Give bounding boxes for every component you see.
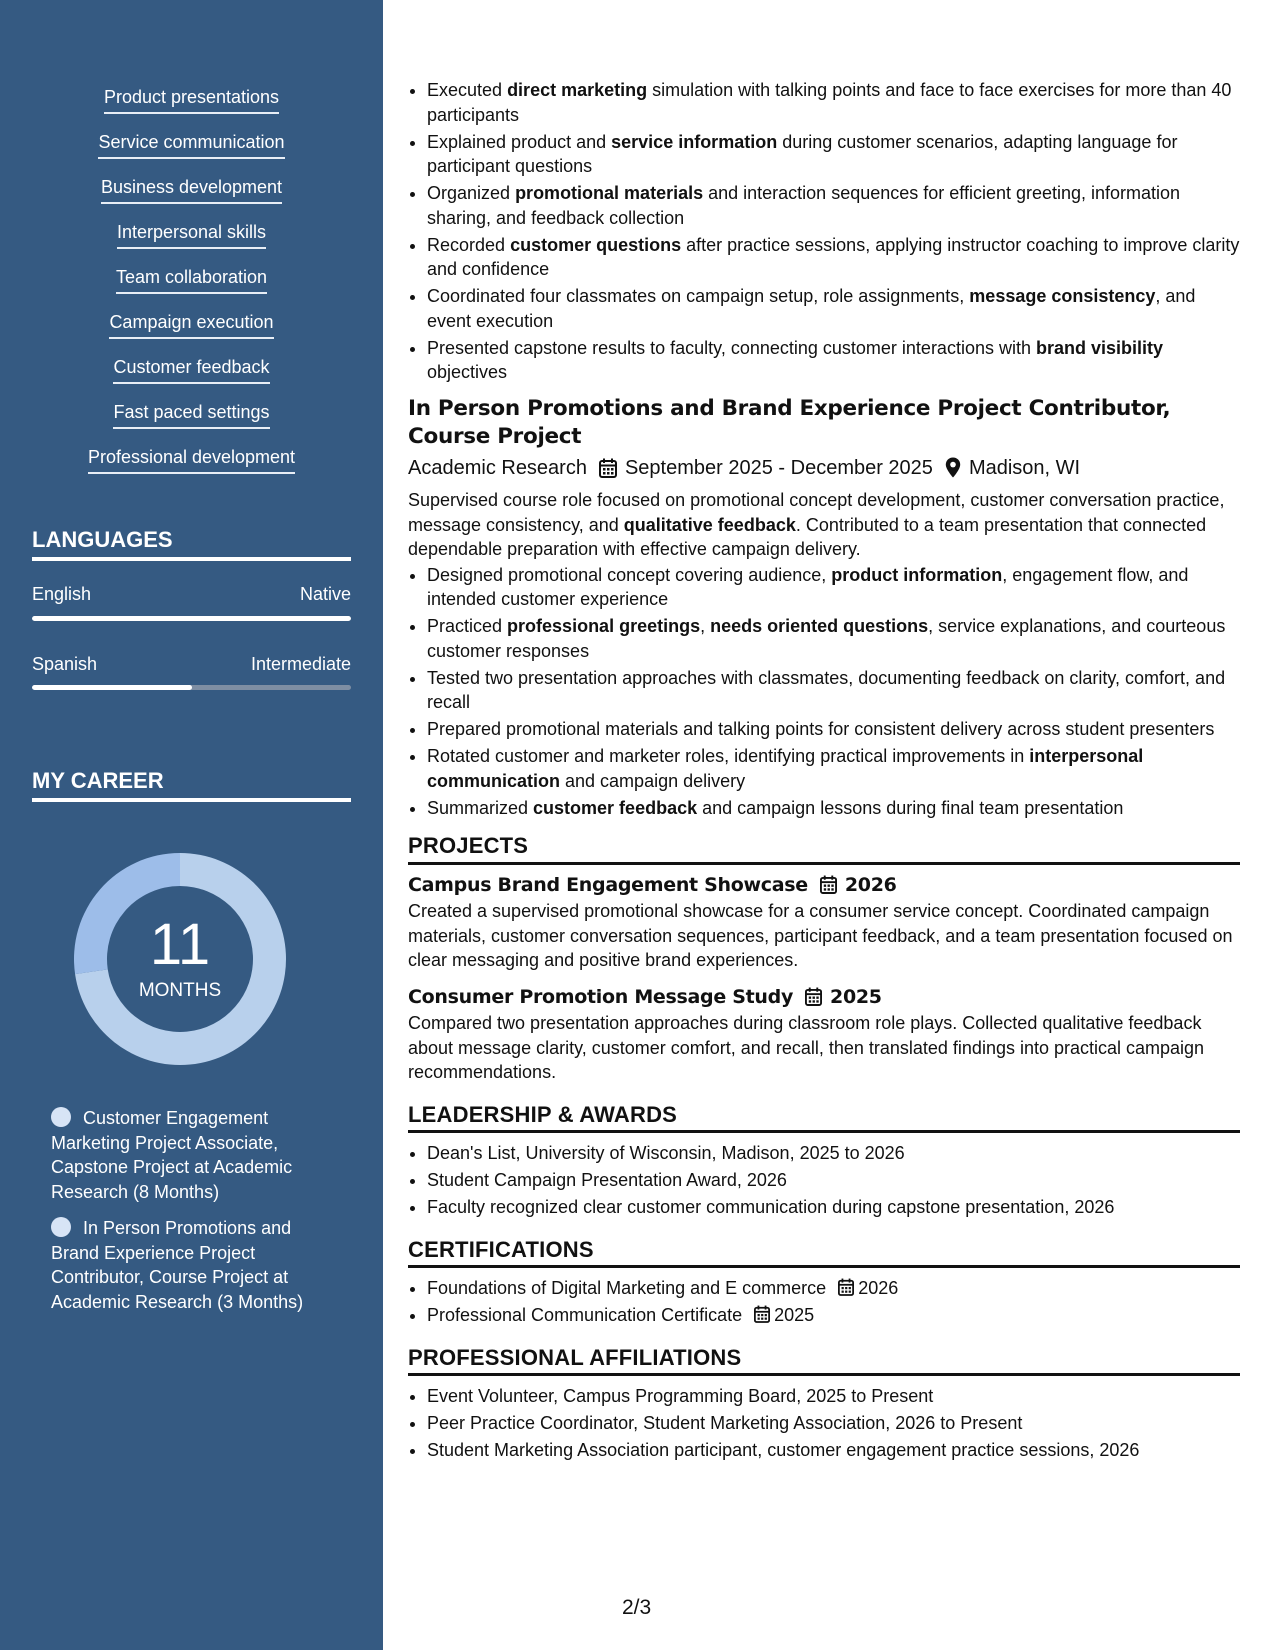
language-row-english: [32, 584, 351, 605]
calendar-icon: [838, 1278, 854, 1296]
project-year: 2026: [844, 873, 897, 896]
language-name: Spanish: [32, 654, 98, 674]
legend-dot-icon: [51, 1217, 71, 1237]
skill-item: Professional development: [0, 446, 383, 491]
list-item: • Student Marketing Association participant, customer engagement practice sessions, 2026: [427, 1438, 1240, 1463]
list-item: • Summarized customer feedback and campaign lessons during final team presentation: [427, 796, 1240, 821]
calendar-icon: [820, 875, 837, 894]
project-description: Compared two presentation approaches during classroom role plays. Collected qualitative feedback about message clarity, customer comfort, and recall, then translated findings into practical campaign recommendations.: [408, 1013, 1205, 1082]
career-unit: MONTHS: [138, 980, 222, 1001]
project-description: Created a supervised promotional showcase for a consumer service concept. Coordinated campaign materials, customer conversation sequences, participant feedback, and a team presentation focused on clear messaging and positive brand experiences.: [408, 901, 1233, 970]
calendar-icon: [805, 987, 822, 1006]
cert-name: Foundations of Digital Marketing and E commerce: [427, 1278, 827, 1298]
awards-heading: LEADERSHIP & AWARDS: [408, 1103, 1240, 1134]
career-legend: [51, 1106, 336, 1326]
list-item: • Practiced professional greetings, needs oriented questions, service explanations, and courteous customer responses: [427, 614, 1240, 663]
previous-job-bullets: [408, 78, 1240, 385]
donut-center: [67, 846, 293, 1072]
skill-item: Business development: [0, 176, 383, 221]
calendar-icon: [599, 458, 617, 478]
cert-name: Professional Communication Certificate: [427, 1305, 743, 1325]
skill-item: Fast paced settings: [0, 401, 383, 446]
project-year: 2025: [830, 985, 882, 1008]
list-item: • Rotated customer and marketer roles, identifying practical improvements in interpersonal communication and campaign delivery: [427, 744, 1240, 793]
skill-item: Service communication: [0, 131, 383, 176]
career-legend-item: In Person Promotions and Brand Experience Project Contributor, Course Project at Academic Research (3 Months): [51, 1218, 304, 1312]
list-item: • Designed promotional concept covering audience, product information, engagement flow, and intended customer experience: [427, 563, 1240, 612]
job-company: Academic Research: [408, 456, 587, 479]
project-item: [408, 873, 1240, 973]
list-item: • Peer Practice Coordinator, Student Marketing Association, 2026 to Present: [427, 1411, 1240, 1436]
job-meta: [408, 456, 1240, 481]
certifications-list: [408, 1276, 1240, 1328]
language-bar-english: [32, 616, 351, 621]
career-donut-chart: [67, 846, 293, 1072]
language-bar-fill: [32, 616, 351, 621]
list-item: [427, 1303, 1240, 1328]
location-pin-icon: [945, 457, 961, 478]
job-bullets: [408, 563, 1240, 821]
list-item: • Organized promotional materials and interaction sequences for efficient greeting, information sharing, and feedback collection: [427, 181, 1240, 230]
page-number: 2/3: [622, 1596, 652, 1619]
project-title: Consumer Promotion Message Study: [408, 985, 794, 1008]
list-item: [427, 1276, 1240, 1301]
skill-item: Campaign execution: [0, 311, 383, 356]
skill-item: Product presentations: [0, 86, 383, 131]
project-title: Campus Brand Engagement Showcase: [408, 873, 808, 896]
language-name: English: [32, 584, 92, 604]
awards-list: [408, 1141, 1240, 1220]
language-level: Intermediate: [250, 654, 351, 674]
sidebar: [0, 0, 383, 1650]
list-item: • Tested two presentation approaches with classmates, documenting feedback on clarity, comfort, and recall: [427, 666, 1240, 715]
list-item: • Presented capstone results to faculty, connecting customer interactions with brand visibility objectives: [427, 336, 1240, 385]
list-item: • Prepared promotional materials and talking points for consistent delivery across student presenters: [427, 717, 1240, 742]
list-item: • Faculty recognized clear customer communication during capstone presentation, 2026: [427, 1195, 1240, 1220]
language-level: Native: [299, 584, 351, 604]
career-heading: MY CAREER: [32, 768, 351, 802]
skill-item: Interpersonal skills: [0, 221, 383, 266]
skill-item: Customer feedback: [0, 356, 383, 401]
job-description: Supervised course role focused on promotional concept development, customer conversation practice, message consistency, and qualitative feedback. Contributed to a team presentation that connected dependable preparation with effective campaign delivery.: [408, 490, 1225, 559]
language-row-spanish: [32, 654, 351, 675]
skills-list: [0, 86, 383, 491]
list-item: • Dean's List, University of Wisconsin, Madison, 2025 to 2026: [427, 1141, 1240, 1166]
cert-year: 2025: [774, 1305, 815, 1325]
list-item: • Executed direct marketing simulation with talking points and face to face exercises for more than 40 participants: [427, 78, 1240, 127]
affiliations-heading: PROFESSIONAL AFFILIATIONS: [408, 1346, 1240, 1377]
languages-heading: LANGUAGES: [32, 527, 351, 561]
skill-item: Team collaboration: [0, 266, 383, 311]
job-dates: September 2025 - December 2025: [624, 456, 933, 479]
main-content: [408, 78, 1240, 1465]
project-title-row: [408, 873, 1240, 898]
project-item: [408, 985, 1240, 1085]
language-bar-spanish: [32, 685, 351, 690]
legend-dot-icon: [51, 1107, 71, 1127]
job-location: Madison, WI: [968, 456, 1081, 479]
list-item: • Explained product and service information during customer scenarios, adapting language for participant questions: [427, 130, 1240, 179]
list-item: • Coordinated four classmates on campaign setup, role assignments, message consistency, and event execution: [427, 284, 1240, 333]
list-item: • Recorded customer questions after practice sessions, applying instructor coaching to improve clarity and confidence: [427, 233, 1240, 282]
list-item: • Event Volunteer, Campus Programming Board, 2025 to Present: [427, 1384, 1240, 1409]
career-total: 11: [149, 912, 211, 977]
calendar-icon: [754, 1305, 770, 1323]
project-title-row: [408, 985, 1240, 1010]
language-bar-fill: [32, 685, 192, 690]
affiliations-list: [408, 1384, 1240, 1463]
cert-year: 2026: [858, 1278, 899, 1298]
job-title: In Person Promotions and Brand Experience Project Contributor, Course Project: [408, 395, 1171, 449]
career-legend-item: Customer Engagement Marketing Project Associate, Capstone Project at Academic Research (8 Months): [51, 1108, 293, 1202]
list-item: • Student Campaign Presentation Award, 2026: [427, 1168, 1240, 1193]
projects-heading: PROJECTS: [408, 834, 1240, 865]
certifications-heading: CERTIFICATIONS: [408, 1238, 1240, 1269]
